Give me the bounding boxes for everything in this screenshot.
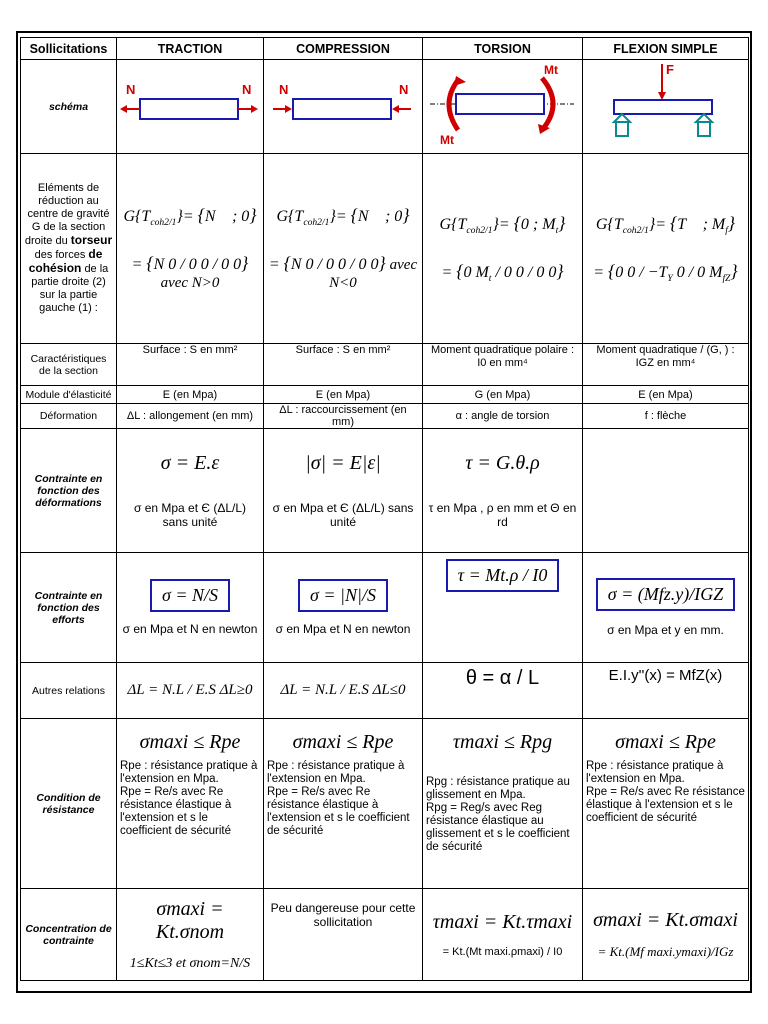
autres-torsion: θ = α / L xyxy=(423,663,583,719)
module-torsion: G (en Mpa) xyxy=(423,386,583,404)
autres-traction: ΔL = N.L / E.S ΔL≥0 xyxy=(117,663,264,719)
autres-flexion: E.I.y''(x) = MfZ(x) xyxy=(583,663,749,719)
torsion-diagram xyxy=(426,60,578,148)
sollicitations-table xyxy=(20,37,749,981)
ceff-traction: σ = N/S σ en Mpa et N en newton xyxy=(117,553,264,663)
ceff-torsion: τ = Mt.ρ / I0 xyxy=(423,553,583,663)
deformation-torsion: α : angle de torsion xyxy=(423,404,583,429)
label-autres: Autres relations xyxy=(21,663,117,719)
caract-flexion: Moment quadratique / (G, ) : IGZ en mm⁴ xyxy=(583,344,749,386)
row-deformation xyxy=(21,404,749,429)
traction-right-label: N xyxy=(242,82,252,97)
traction-diagram xyxy=(120,64,260,144)
label-module: Module d'élasticité xyxy=(21,386,117,404)
cdef-flexion xyxy=(583,429,749,553)
row-caracteristiques xyxy=(21,344,749,386)
row-contrainte-deformations xyxy=(21,429,749,553)
label-condition: Condition de résistance xyxy=(21,719,117,889)
autres-compression: ΔL = N.L / E.S ΔL≤0 xyxy=(264,663,423,719)
row-module xyxy=(21,386,749,404)
schema-torsion xyxy=(423,60,583,154)
header-sollicitations: Sollicitations xyxy=(21,38,117,60)
flexion-diagram xyxy=(586,60,744,148)
ceff-flexion: σ = (Mfz.y)/IGZ σ en Mpa et y en mm. xyxy=(583,553,749,663)
label-caracteristiques: Caractéristiques de la section xyxy=(21,344,117,386)
ceff-compression: σ = |N|/S σ en Mpa et N en newton xyxy=(264,553,423,663)
conc-flexion: σmaxi = Kt.σmaxi = Kt.(Mf maxi.ymaxi)/IGz xyxy=(583,889,749,981)
header-torsion: TORSION xyxy=(423,38,583,60)
row-elements xyxy=(21,154,749,344)
label-elements: Eléments de réduction au centre de gravité G de la section droite du torseur des forces de cohésion de la partie droite (2) sur la partie gauche (1) : xyxy=(21,154,117,344)
traction-left-label: N xyxy=(126,82,136,97)
label-schema: schéma xyxy=(21,60,117,154)
module-traction: E (en Mpa) xyxy=(117,386,264,404)
caract-torsion: Moment quadratique polaire : I0 en mm⁴ xyxy=(423,344,583,386)
header-compression: COMPRESSION xyxy=(264,38,423,60)
conc-compression: Peu dangereuse pour cette sollicitation xyxy=(264,889,423,981)
cdef-torsion: τ = G.θ.ρ τ en Mpa , ρ en mm et Θ en rd xyxy=(423,429,583,553)
deformation-compression: ΔL : raccourcissement (en mm) xyxy=(264,404,423,429)
header-traction: TRACTION xyxy=(117,38,264,60)
label-concentration: Concentration de contrainte xyxy=(21,889,117,981)
elements-torsion xyxy=(423,154,583,344)
row-condition xyxy=(21,719,749,889)
row-concentration xyxy=(21,889,749,981)
cond-compression: σmaxi ≤ Rpe Rpe : résistance pratique à l'extension en Mpa. Rpe = Re/s avec Re résistance élastique à l'extension et s le coefficient de sécurité xyxy=(264,719,423,889)
cond-torsion: τmaxi ≤ Rpg Rpg : résistance pratique au glissement en Mpa. Rpg = Reg/s avec Reg résistance élastique au glissement et s le coefficient de sécurité xyxy=(423,719,583,889)
compression-torseur: $G\{T_{coh2/1}\}=$ {N⃗ ; 0} xyxy=(276,205,410,229)
row-contrainte-efforts xyxy=(21,553,749,663)
cdef-traction: σ = E.ε σ en Mpa et Є (ΔL/L) sans unité xyxy=(117,429,264,553)
torsion-matrix: = {0 $M_t / 0$ 0 / 0 0} xyxy=(441,260,564,284)
conc-torsion: τmaxi = Kt.τmaxi = Kt.(Mt maxi.ρmaxi) / I0 xyxy=(423,889,583,981)
cdef-compression: |σ| = E|ε| σ en Mpa et Є (ΔL/L) sans unité xyxy=(264,429,423,553)
module-flexion: E (en Mpa) xyxy=(583,386,749,404)
conc-traction: σmaxi = Kt.σnom 1≤Kt≤3 et σnom=N/S xyxy=(117,889,264,981)
torsion-bottom-label: Mt xyxy=(440,133,454,147)
schema-traction xyxy=(117,60,264,154)
elements-flexion xyxy=(583,154,749,344)
torsion-torseur: $G\{T_{coh2/1}\}= \{0$ ; $M_t$} xyxy=(439,213,566,237)
cond-traction: σmaxi ≤ Rpe Rpe : résistance pratique à l'extension en Mpa. Rpe = Re/s avec Re résistance élastique à l'extension et s le coefficient de sécurité xyxy=(117,719,264,889)
row-autres xyxy=(21,663,749,719)
compression-right-label: N xyxy=(399,82,409,97)
compression-diagram xyxy=(267,64,417,144)
flexion-force-label: F xyxy=(666,62,674,77)
label-contrainte-efforts: Contrainte en fonction des efforts xyxy=(21,553,117,663)
label-deformation: Déformation xyxy=(21,404,117,429)
flexion-torseur: $G\{T_{coh2/1}\}=$ {T⃗ ; $M_f$} xyxy=(595,213,736,237)
schema-compression xyxy=(264,60,423,154)
deformation-flexion: f : flèche xyxy=(583,404,749,429)
label-contrainte-deformations: Contrainte en fonction des déformations xyxy=(21,429,117,553)
compression-matrix: = {N 0 / 0 0 / 0 0} avec N<0 xyxy=(268,252,418,291)
header-flexion: FLEXION SIMPLE xyxy=(583,38,749,60)
elements-compression xyxy=(264,154,423,344)
torsion-top-label: Mt xyxy=(544,63,558,77)
caract-traction: Surface : S en mm² xyxy=(117,344,264,386)
header-row xyxy=(21,38,749,60)
elements-traction xyxy=(117,154,264,344)
flexion-matrix: = {0 $0 / -T_Y$ 0 / 0 $M_{fZ}$} xyxy=(593,260,738,284)
traction-matrix: = {N 0 / 0 0 / 0 0} avec N>0 xyxy=(131,252,249,291)
schema-flexion xyxy=(583,60,749,154)
deformation-traction: ΔL : allongement (en mm) xyxy=(117,404,264,429)
traction-torseur: $G\{T_{coh2/1}\}=$ {N⃗ ; 0} xyxy=(123,205,257,229)
caract-compression: Surface : S en mm² xyxy=(264,344,423,386)
cond-flexion: σmaxi ≤ Rpe Rpe : résistance pratique à l'extension en Mpa. Rpe = Re/s avec Re résistance élastique à l'extension et s le coefficient de sécurité xyxy=(583,719,749,889)
compression-left-label: N xyxy=(279,82,289,97)
row-schema xyxy=(21,60,749,154)
module-compression: E (en Mpa) xyxy=(264,386,423,404)
